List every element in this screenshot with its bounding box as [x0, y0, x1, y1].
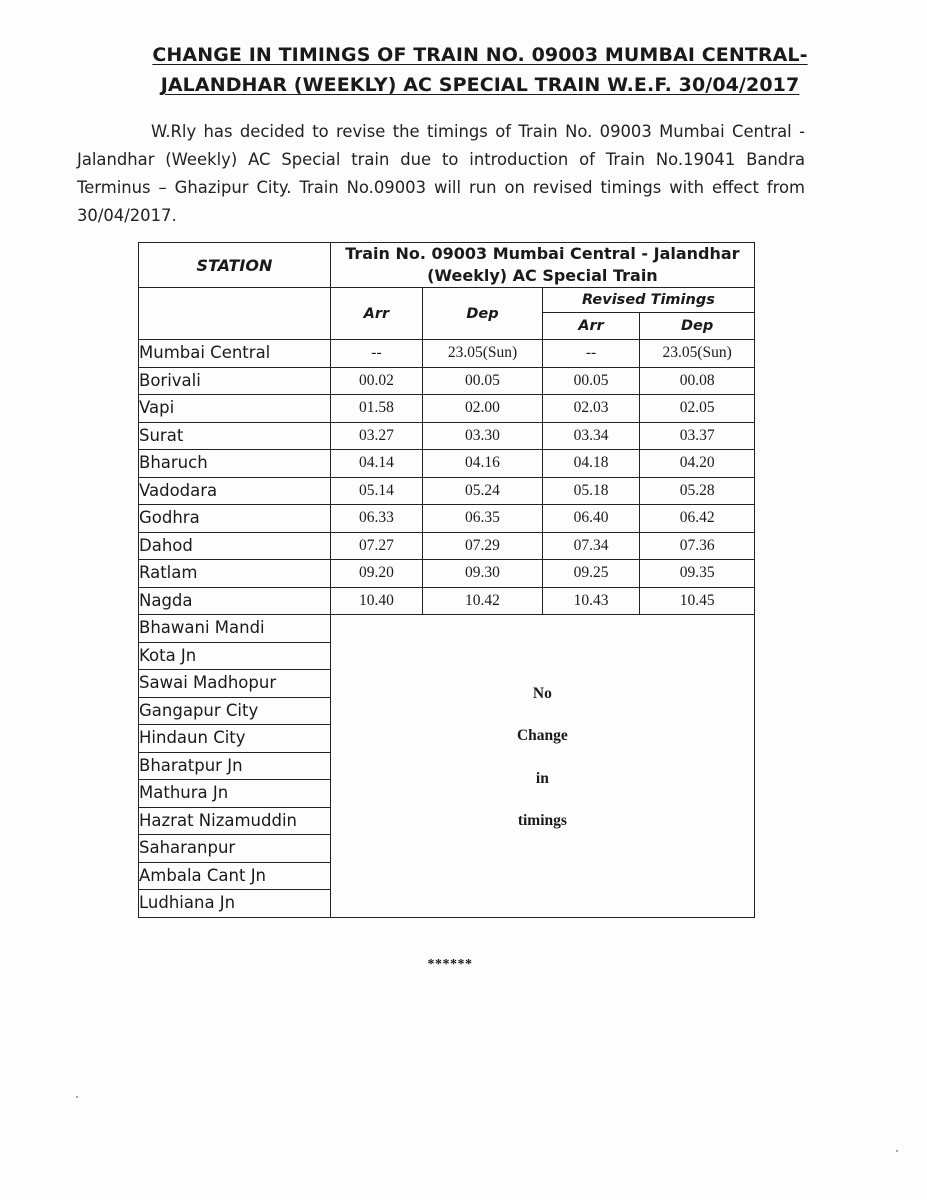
no-change-word: timings — [517, 812, 567, 830]
revised-arr-header: Arr — [542, 313, 639, 340]
station-name: Dahod — [139, 532, 331, 560]
arr-time: 05.14 — [330, 477, 422, 505]
arr-time: 07.27 — [330, 532, 422, 560]
dep-time: 03.30 — [423, 422, 543, 450]
station-name: Mathura Jn — [139, 780, 331, 808]
station-name: Vadodara — [139, 477, 331, 505]
revised-arr-time: 04.18 — [542, 450, 639, 478]
table-row — [139, 422, 755, 450]
dep-time: 10.42 — [423, 587, 543, 615]
revised-dep-time: 02.05 — [640, 395, 755, 423]
revised-dep-time: 23.05(Sun) — [640, 340, 755, 368]
revised-dep-time: 04.20 — [640, 450, 755, 478]
dep-time: 06.35 — [423, 505, 543, 533]
end-marker: ****** — [427, 957, 473, 972]
revised-dep-time: 00.08 — [640, 367, 755, 395]
dep-time: 05.24 — [423, 477, 543, 505]
table-row — [139, 340, 755, 368]
station-name: Bhawani Mandi — [139, 615, 331, 643]
dep-time: 07.29 — [423, 532, 543, 560]
station-header-blank — [139, 288, 331, 340]
title-line-1: CHANGE IN TIMINGS OF TRAIN NO. 09003 MUMBAI CENTRAL- — [152, 44, 808, 66]
arr-time: 04.14 — [330, 450, 422, 478]
no-change-word: in — [535, 769, 549, 787]
title-line-2: JALANDHAR (WEEKLY) AC SPECIAL TRAIN W.E.F. 30/04/2017 — [160, 74, 800, 96]
station-name: Hazrat Nizamuddin — [139, 807, 331, 835]
revised-arr-time: 00.05 — [542, 367, 639, 395]
station-name: Mumbai Central — [139, 340, 331, 368]
station-name: Ratlam — [139, 560, 331, 588]
revised-arr-time: -- — [542, 340, 639, 368]
table-row — [139, 505, 755, 533]
station-name: Gangapur City — [139, 697, 331, 725]
arr-header: Arr — [330, 288, 422, 340]
no-change-word: No — [532, 684, 552, 702]
station-name: Saharanpur — [139, 835, 331, 863]
arr-time: 03.27 — [330, 422, 422, 450]
train-header: Train No. 09003 Mumbai Central - Jalandhar (Weekly) AC Special Train — [330, 243, 754, 288]
revised-dep-time: 07.36 — [640, 532, 755, 560]
table-row — [139, 587, 755, 615]
station-name: Hindaun City — [139, 725, 331, 753]
document-title — [100, 40, 860, 100]
table-row — [139, 532, 755, 560]
revised-arr-time: 10.43 — [542, 587, 639, 615]
revised-arr-time: 09.25 — [542, 560, 639, 588]
dep-time: 09.30 — [423, 560, 543, 588]
station-name: Ludhiana Jn — [139, 890, 331, 918]
dep-time: 00.05 — [423, 367, 543, 395]
arr-time: -- — [330, 340, 422, 368]
no-change-note — [330, 615, 754, 918]
station-name: Sawai Madhopur — [139, 670, 331, 698]
station-name: Nagda — [139, 587, 331, 615]
station-name: Vapi — [139, 395, 331, 423]
revised-dep-time: 10.45 — [640, 587, 755, 615]
intro-paragraph: W.Rly has decided to revise the timings of Train No. 09003 Mumbai Central - Jalandhar (Weekly) AC Special train due to introduction of Train No.19041 Bandra Terminus – Ghazipur City. Train No.09003 will run on revised timings with effect from 30/04/2017. — [77, 122, 805, 225]
timings-body — [139, 340, 755, 918]
station-name: Borivali — [139, 367, 331, 395]
station-name: Bharatpur Jn — [139, 752, 331, 780]
revised-dep-time: 05.28 — [640, 477, 755, 505]
revised-dep-header: Dep — [640, 313, 755, 340]
station-name: Kota Jn — [139, 642, 331, 670]
arr-time: 00.02 — [330, 367, 422, 395]
arr-time: 10.40 — [330, 587, 422, 615]
arr-time: 01.58 — [330, 395, 422, 423]
revised-arr-time: 07.34 — [542, 532, 639, 560]
station-name: Bharuch — [139, 450, 331, 478]
arr-time: 06.33 — [330, 505, 422, 533]
station-header: STATION — [139, 243, 331, 288]
dep-time: 04.16 — [423, 450, 543, 478]
table-row — [139, 450, 755, 478]
station-name: Surat — [139, 422, 331, 450]
table-row — [139, 560, 755, 588]
revised-dep-time: 09.35 — [640, 560, 755, 588]
table-row — [139, 367, 755, 395]
scan-speck — [896, 1150, 898, 1152]
arr-time: 09.20 — [330, 560, 422, 588]
revised-timings-header: Revised Timings — [542, 288, 754, 313]
dep-header: Dep — [423, 288, 543, 340]
revised-arr-time: 06.40 — [542, 505, 639, 533]
scan-speck — [76, 1096, 78, 1098]
dep-time: 02.00 — [423, 395, 543, 423]
table-row — [139, 477, 755, 505]
revised-arr-time: 05.18 — [542, 477, 639, 505]
station-name: Godhra — [139, 505, 331, 533]
timings-table — [138, 242, 755, 918]
revised-dep-time: 03.37 — [640, 422, 755, 450]
table-row — [139, 395, 755, 423]
station-name: Ambala Cant Jn — [139, 862, 331, 890]
dep-time: 23.05(Sun) — [423, 340, 543, 368]
no-change-word: Change — [516, 727, 568, 745]
revised-arr-time: 02.03 — [542, 395, 639, 423]
table-row — [139, 615, 755, 643]
revised-dep-time: 06.42 — [640, 505, 755, 533]
revised-arr-time: 03.34 — [542, 422, 639, 450]
